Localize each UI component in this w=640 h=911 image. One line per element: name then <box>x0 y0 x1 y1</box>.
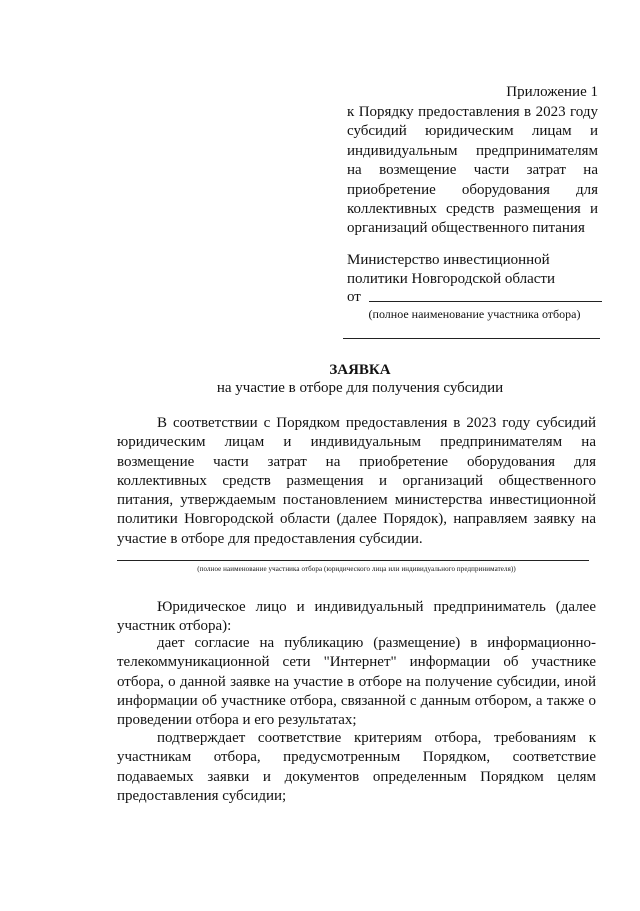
separator-line <box>343 338 600 339</box>
from-label: от <box>347 289 361 305</box>
participant-name-caption: (полное наименование участника отбора (юридического лица или индивидуального предпринимателя)) <box>197 565 516 573</box>
document-title: ЗАЯВКА <box>329 362 391 378</box>
paragraph-consent: дает согласие на публикацию (размещение) в информационно-телекоммуникационной сети "Интернет" информации об участнике отбора, о данной заявке на участие в отборе на получение субсидии, иной информации об участнике отбора, связанной с данным отбором, а также о проведении отбора и его результатах; <box>117 635 596 729</box>
from-row <box>347 288 602 306</box>
from-caption: (полное наименование участника отбора) <box>368 307 581 321</box>
addressee-line-1: Министерство инвестиционной <box>347 252 550 268</box>
participant-name-line <box>117 560 589 561</box>
addressee-block <box>347 251 602 290</box>
from-blank-line <box>369 301 602 302</box>
paragraph-intro: В соответствии с Порядком предоставления в 2023 году субсидий юридическим лицам и индивидуальным предпринимателям на возмещение части затрат на приобретение оборудования для коллективных средств размещения и организаций общественного питания, утверждаемым постановлением министерства инвестиционной политики Новгородской области (далее Порядок), направляем заявку на участие в отборе для предоставления субсидии. <box>117 415 596 547</box>
appendix-title: Приложение 1 <box>506 84 598 100</box>
paragraph-confirmation: подтверждает соответствие критериям отбора, требованиям к участникам отбора, предусмотренным Порядком, соответствие подаваемых заявки и документов определенным Порядком целям предоставления субсидии; <box>117 730 596 804</box>
appendix-text: к Порядку предоставления в 2023 году субсидий юридическим лицам и индивидуальным предпринимателям на возмещение части затрат на приобретение оборудования для коллективных средств размещения и организаций общественного питания <box>347 104 598 237</box>
paragraph-participant: Юридическое лицо и индивидуальный предприниматель (далее участник отбора): <box>117 599 596 635</box>
addressee-line-2: политики Новгородской области <box>347 271 555 288</box>
document-subtitle: на участие в отборе для получения субсидии <box>216 380 504 396</box>
